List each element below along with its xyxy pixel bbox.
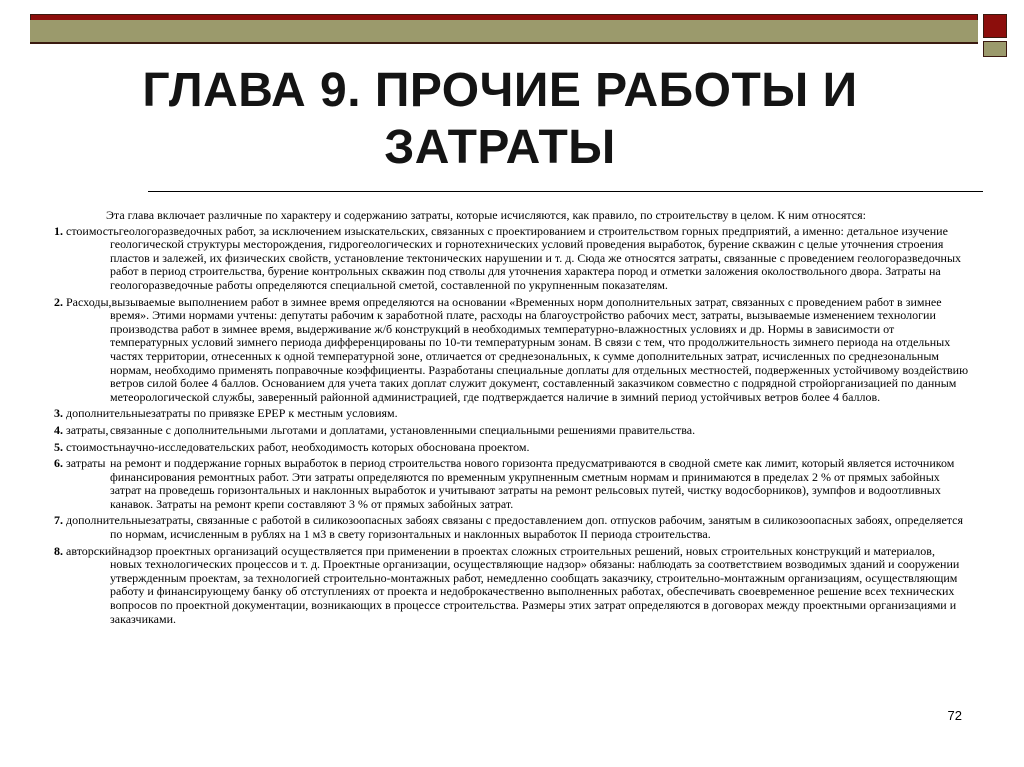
- list-item: [50, 441, 970, 455]
- list-item-text: связанные с дополнительными льготами и доплатами, установленными специальными решениями правительства.: [110, 422, 696, 437]
- list-item-number: 5.: [54, 439, 63, 454]
- slide-title: ГЛАВА 9. ПРОЧИЕ РАБОТЫ И ЗАТРАТЫ: [142, 64, 858, 174]
- title-divider: [148, 191, 983, 192]
- list-item-lead-word: стоимость: [66, 223, 119, 238]
- header-bar-olive: [30, 20, 978, 42]
- list-item-number: 2.: [54, 294, 63, 309]
- list-item-text: геологоразведочных работ, за исключением изыскательских, связанных с проектированием и строительством горных предприятий, а именно: детальное изучение геологической структуры месторождения, гидрогеологических и горнотехнических условий проведения выработок, бурение скважин с целые уточнения строения пластов и залежей, их физических свойств, установление тектонических нарушении и т. д. Сюда же относятся затраты, связанные с проведением геологоразведочных работ в период строительства, бурение контрольных скважин под стволы для уточнения характера пород и отметки заложения околоствольного двора. Затраты на геологоразведочные работы определяются специальной сметой, составленной по укрупненным показателям.: [110, 223, 962, 292]
- list-item-lead-word: стоимость: [66, 439, 119, 454]
- list-item-text: затраты, связанные с работой в силикозоопасных забоях связаны с предоставлением доп. отпусков рабочим, занятым в силикозоопасных забоях, определяется по нормам, исчисленным в рублях на 1 м3 в свету горизонтальных и наклонных выработок II периода строительства.: [110, 513, 964, 542]
- list-item: [50, 407, 970, 421]
- list-item: [50, 296, 970, 405]
- list-item: [50, 545, 970, 627]
- list-item-text: надзор проектных организаций осуществляется при применении в проектах сложных строительных решений, новых строительных конструкций и материалов, новых технологических процессов и т. д. Проектные организации, осуществляющие надзор» обязаны: наблюдать за соответствием возводимых зданий и сооружении утвержденным проектам, за технологией строительно-монтажных работ, немедленно сообщать заказчику, строительно-монтажным организациям, осуществляющим работу и финансирующему банку об отступлениях от проекта и недоброкачественно выполненных работах, обеспечивать своевременное решение всех технических вопросов по проектной документации, возникающих в процессе строительства. Размеры этих затрат определяются в договорах между проектными организациями и заказчиками.: [110, 543, 960, 626]
- list-item-text: затраты по привязке ЕРЕР к местным условиям.: [151, 406, 398, 421]
- list-item-number: 4.: [54, 422, 63, 437]
- list-item-text: научно-исследовательских работ, необходимость которых обоснована проектом.: [118, 439, 530, 454]
- list-item-text: на ремонт и поддержание горных выработок в период строительства нового горизонта предусматриваются в сводной смете как лимит, который является источником финансирования ремонтных работ. Эти затраты определяются по временным укрупненным сметным нормам и принимаются в пределах 2 % от прямых забойных затрат на проведешь горизонтальных и наклонных выработок и учитывают затраты на ремонт рельсовых путей, чистку водосборников), зумпфов и водоотливных канавок. Затраты на ремонт крепи составляют 3 % от прямых забойных затрат.: [110, 456, 955, 511]
- list-item-lead-word: Расходы,: [66, 294, 112, 309]
- list-item-lead-word: дополнительные: [66, 406, 152, 421]
- list-item: [50, 514, 970, 541]
- list-item-text: вызываемые выполнением работ в зимнее время определяются на основании «Временных норм дополнительных затрат, связанных с проведением работ в зимнее время». Этими нормами учтены: депутаты рабочим к заработной плате, расходы на благоустройство рабочих мест, затраты, вызываемые изменением технологии производства работ в зимнее время, выдерживание ж/б конструкций в необходимых температурно-влажностных условиях и др. Нормы в зависимости от температурных условий зимнего периода дифференцированы по 10-ти температурным зонам. В связи с тем, что продолжительность зимнего периода на отдельных частях территории, отнесенных к одной температурной зоне, отличается от среднезональных, к сумме дополнительных затрат, исчисленных по среднезональным нормам, необходимо применять поправочные коэффициенты. Разработаны специальные доплаты для отдельных местностей, подверженных устойчивому воздействию ветров силой более 4 баллов. Основанием для учета таких доплат служит документ, составленный заказчиком совместно с подрядной стройорганизацией по данным метеорологической службы, заверенный районной администрацией, где подтверждается наличие в зимний период устойчивых ветров более 4 баллов.: [110, 294, 969, 404]
- list-item: [50, 225, 970, 293]
- list-item-lead-word: дополнительные: [66, 513, 152, 528]
- intro-paragraph: Эта глава включает различные по характеру и содержанию затраты, которые исчисляются, как правило, по строительству в целом. К ним относятся:: [106, 208, 866, 222]
- list-item: [50, 457, 970, 511]
- header-bar-line: [30, 42, 978, 44]
- slide-body: [50, 209, 970, 629]
- corner-square-red: [983, 14, 1007, 38]
- numbered-list: [50, 225, 970, 627]
- list-item-lead-word: авторский: [66, 543, 118, 558]
- list-item-lead-word: затраты,: [66, 422, 109, 437]
- list-item-number: 8.: [54, 543, 63, 558]
- list-item-number: 1.: [54, 223, 63, 238]
- corner-square-olive: [983, 41, 1007, 57]
- list-item-number: 7.: [54, 513, 63, 528]
- list-item-lead-word: затраты: [66, 456, 106, 471]
- list-item-number: 6.: [54, 456, 63, 471]
- list-item-number: 3.: [54, 406, 63, 421]
- page-number: 72: [947, 708, 962, 723]
- list-item: [50, 424, 970, 438]
